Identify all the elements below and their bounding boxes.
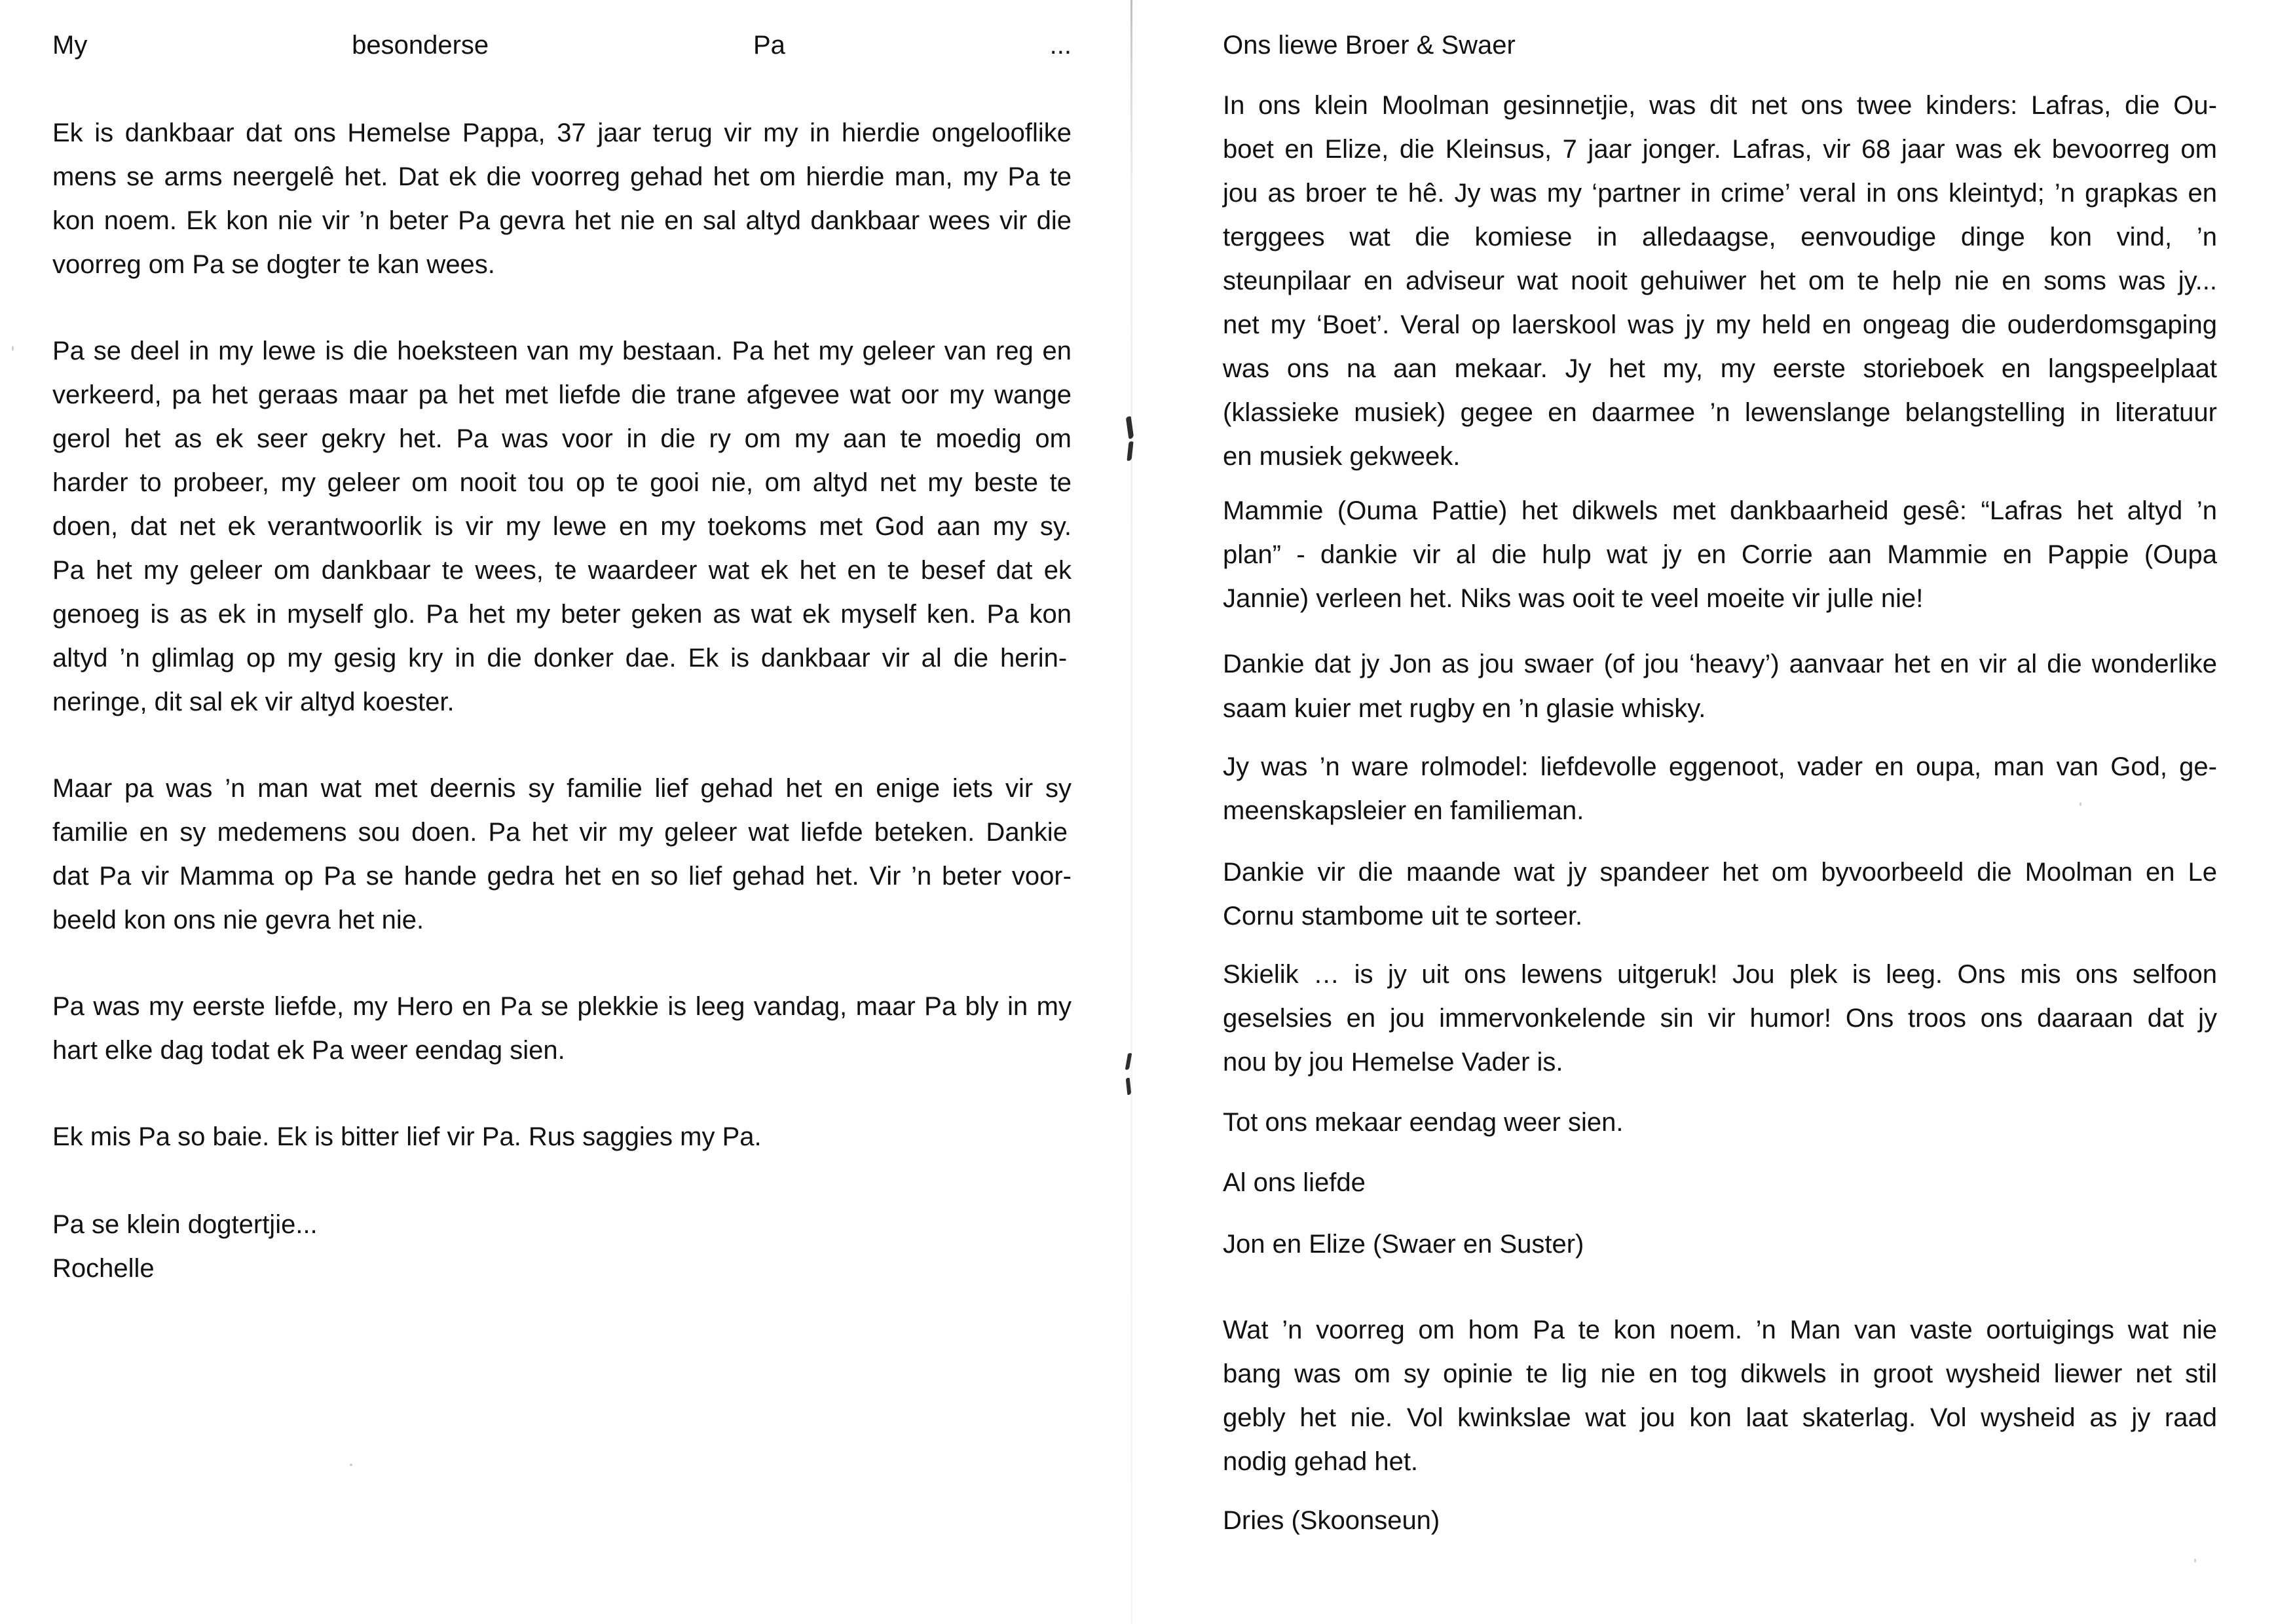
left-paragraph-1-line: Ek is dankbaar dat ons Hemelse Pappa, 37 jaar terug vir my in hierdie ongelooflike bbox=[52, 119, 1072, 147]
scan-speck bbox=[12, 346, 14, 351]
right-paragraph-3-line: saam kuier met rugby en ’n glasie whisky. bbox=[1223, 694, 1706, 723]
right-page-title: Ons liewe Broer & Swaer bbox=[1223, 31, 1516, 60]
left-paragraph-3-line: Maar pa was ’n man wat met deernis sy familie lief gehad het en enige iets vir sy bbox=[52, 774, 1072, 803]
left-paragraph-1-line: mens se arms neergelê het. Dat ek die voorreg gehad het om hierdie man, my Pa te bbox=[52, 162, 1072, 191]
right-paragraph-6-line: nou by jou Hemelse Vader is. bbox=[1223, 1048, 1563, 1077]
right-signature-dries: Dries (Skoonseun) bbox=[1223, 1506, 1440, 1535]
left-paragraph-2-line: Pa het my geleer om dankbaar te wees, te waardeer wat ek het en te besef dat ek bbox=[52, 556, 1072, 585]
right-paragraph-7-line: Wat ’n voorreg om hom Pa te kon noem. ’n Man van vaste oortuigings wat nie bbox=[1223, 1316, 2217, 1344]
right-paragraph-2-line: Mammie (Ouma Pattie) het dikwels met dankbaarheid gesê: “Lafras het altyd ’n bbox=[1223, 496, 2217, 525]
right-paragraph-1-line: (klassieke musiek) gegee en daarmee ’n lewenslange belangstelling in literatuur bbox=[1223, 398, 2217, 427]
left-paragraph-2-line: neringe, dit sal ek vir altyd koester. bbox=[52, 688, 455, 716]
right-closing-line: Tot ons mekaar eendag weer sien. bbox=[1223, 1108, 1624, 1137]
scan-speck bbox=[350, 1464, 352, 1466]
right-closing-love: Al ons liefde bbox=[1223, 1168, 1366, 1197]
right-paragraph-1-line: was ons na aan mekaar. Jy het my, my eerste storieboek en langspeelplaat bbox=[1223, 354, 2217, 383]
right-paragraph-1-line: steunpilaar en adviseur wat nooit gehuiwer het om te help nie en soms was jy... bbox=[1223, 267, 2217, 295]
right-paragraph-1-line: terggees wat die komiese in alledaagse, eenvoudige dinge kon vind, ’n bbox=[1223, 223, 2217, 251]
right-paragraph-2-line: plan” - dankie vir al die hulp wat jy en Corrie aan Mammie en Pappie (Oupa bbox=[1223, 540, 2217, 569]
left-paragraph-2-line: verkeerd, pa het geraas maar pa het met liefde die trane afgevee wat oor my wange bbox=[52, 380, 1072, 409]
left-paragraph-3-line: beeld kon ons nie gevra het nie. bbox=[52, 906, 424, 934]
right-paragraph-1-line: en musiek gekweek. bbox=[1223, 442, 1461, 471]
left-signoff-line: Pa se klein dogtertjie... bbox=[52, 1210, 318, 1239]
left-paragraph-3-line: familie en sy medemens sou doen. Pa het vir my geleer wat liefde beteken. Dankie bbox=[52, 818, 1068, 847]
right-signature-jon-elize: Jon en Elize (Swaer en Suster) bbox=[1223, 1230, 1584, 1259]
left-paragraph-4-line: hart elke dag todat ek Pa weer eendag sien. bbox=[52, 1036, 565, 1065]
left-paragraph-1-line: voorreg om Pa se dogter te kan wees. bbox=[52, 250, 495, 279]
right-paragraph-7-line: bang was om sy opinie te lig nie en tog dikwels in groot wysheid liewer net stil bbox=[1223, 1359, 2217, 1388]
right-paragraph-1-line: In ons klein Moolman gesinnetjie, was dit net ons twee kinders: Lafras, die Ou- bbox=[1223, 91, 2217, 120]
left-paragraph-4-line: Pa was my eerste liefde, my Hero en Pa se plekkie is leeg vandag, maar Pa bly in my bbox=[52, 992, 1072, 1021]
right-paragraph-2-line: Jannie) verleen het. Niks was ooit te veel moeite vir julle nie! bbox=[1223, 584, 1924, 613]
right-paragraph-7-line: gebly het nie. Vol kwinkslae wat jou kon laat skaterlag. Vol wysheid as jy raad bbox=[1223, 1403, 2217, 1432]
left-paragraph-2-line: Pa se deel in my lewe is die hoeksteen van my bestaan. Pa het my geleer van reg en bbox=[52, 337, 1072, 365]
left-page bbox=[0, 0, 1132, 1624]
right-paragraph-1-line: net my ‘Boet’. Veral op laerskool was jy my held en ongeag die ouderdomsgaping bbox=[1223, 310, 2217, 339]
left-paragraph-3-line: dat Pa vir Mamma op Pa se hande gedra het en so lief gehad het. Vir ’n beter voor- bbox=[52, 862, 1072, 891]
right-paragraph-4-line: Jy was ’n ware rolmodel: liefdevolle eggenoot, vader en oupa, man van God, ge- bbox=[1223, 752, 2217, 781]
left-paragraph-2-line: harder to probeer, my geleer om nooit tou op te gooi nie, om altyd net my beste te bbox=[52, 468, 1072, 497]
right-paragraph-1-line: boet en Elize, die Kleinsus, 7 jaar jonger. Lafras, vir 68 jaar was ek bevoorreg om bbox=[1223, 135, 2217, 164]
right-page bbox=[1132, 0, 2295, 1624]
left-signature-name: Rochelle bbox=[52, 1254, 155, 1283]
right-paragraph-4-line: meenskapsleier en familieman. bbox=[1223, 796, 1584, 825]
left-paragraph-2-line: doen, dat net ek verantwoorlik is vir my lewe en my toekoms met God aan my sy. bbox=[52, 512, 1072, 541]
left-paragraph-2-line: genoeg is as ek in myself glo. Pa het my beter geken as wat ek myself ken. Pa kon bbox=[52, 600, 1072, 629]
right-paragraph-5-line: Dankie vir die maande wat jy spandeer het om byvoorbeeld die Moolman en Le bbox=[1223, 858, 2217, 887]
left-paragraph-1-line: kon noem. Ek kon nie vir ’n beter Pa gevra het nie en sal altyd dankbaar wees vir die bbox=[52, 206, 1072, 235]
left-paragraph-2-line: gerol het as ek seer gekry het. Pa was voor in die ry om my aan te moedig om bbox=[52, 424, 1072, 453]
right-paragraph-6-line: geselsies en jou immervonkelende sin vir humor! Ons troos ons daaraan dat jy bbox=[1223, 1004, 2217, 1033]
right-paragraph-5-line: Cornu stambome uit te sorteer. bbox=[1223, 902, 1583, 931]
left-page-title: My besonderse Pa ... bbox=[52, 31, 1072, 60]
right-paragraph-1-line: jou as broer te hê. Jy was my ‘partner in crime’ veral in ons kleintyd; ’n grapkas en bbox=[1223, 179, 2217, 208]
right-paragraph-3-line: Dankie dat jy Jon as jou swaer (of jou ‘heavy’) aanvaar het en vir al die wonderlike bbox=[1223, 650, 2217, 678]
right-paragraph-6-line: Skielik … is jy uit ons lewens uitgeruk! Jou plek is leeg. Ons mis ons selfoon bbox=[1223, 960, 2217, 989]
left-paragraph-5-line: Ek mis Pa so baie. Ek is bitter lief vir Pa. Rus saggies my Pa. bbox=[52, 1122, 762, 1151]
right-paragraph-7-line: nodig gehad het. bbox=[1223, 1447, 1419, 1476]
left-paragraph-2-line: altyd ’n glimlag op my gesig kry in die donker dae. Ek is dankbaar vir al die herin- bbox=[52, 644, 1068, 673]
